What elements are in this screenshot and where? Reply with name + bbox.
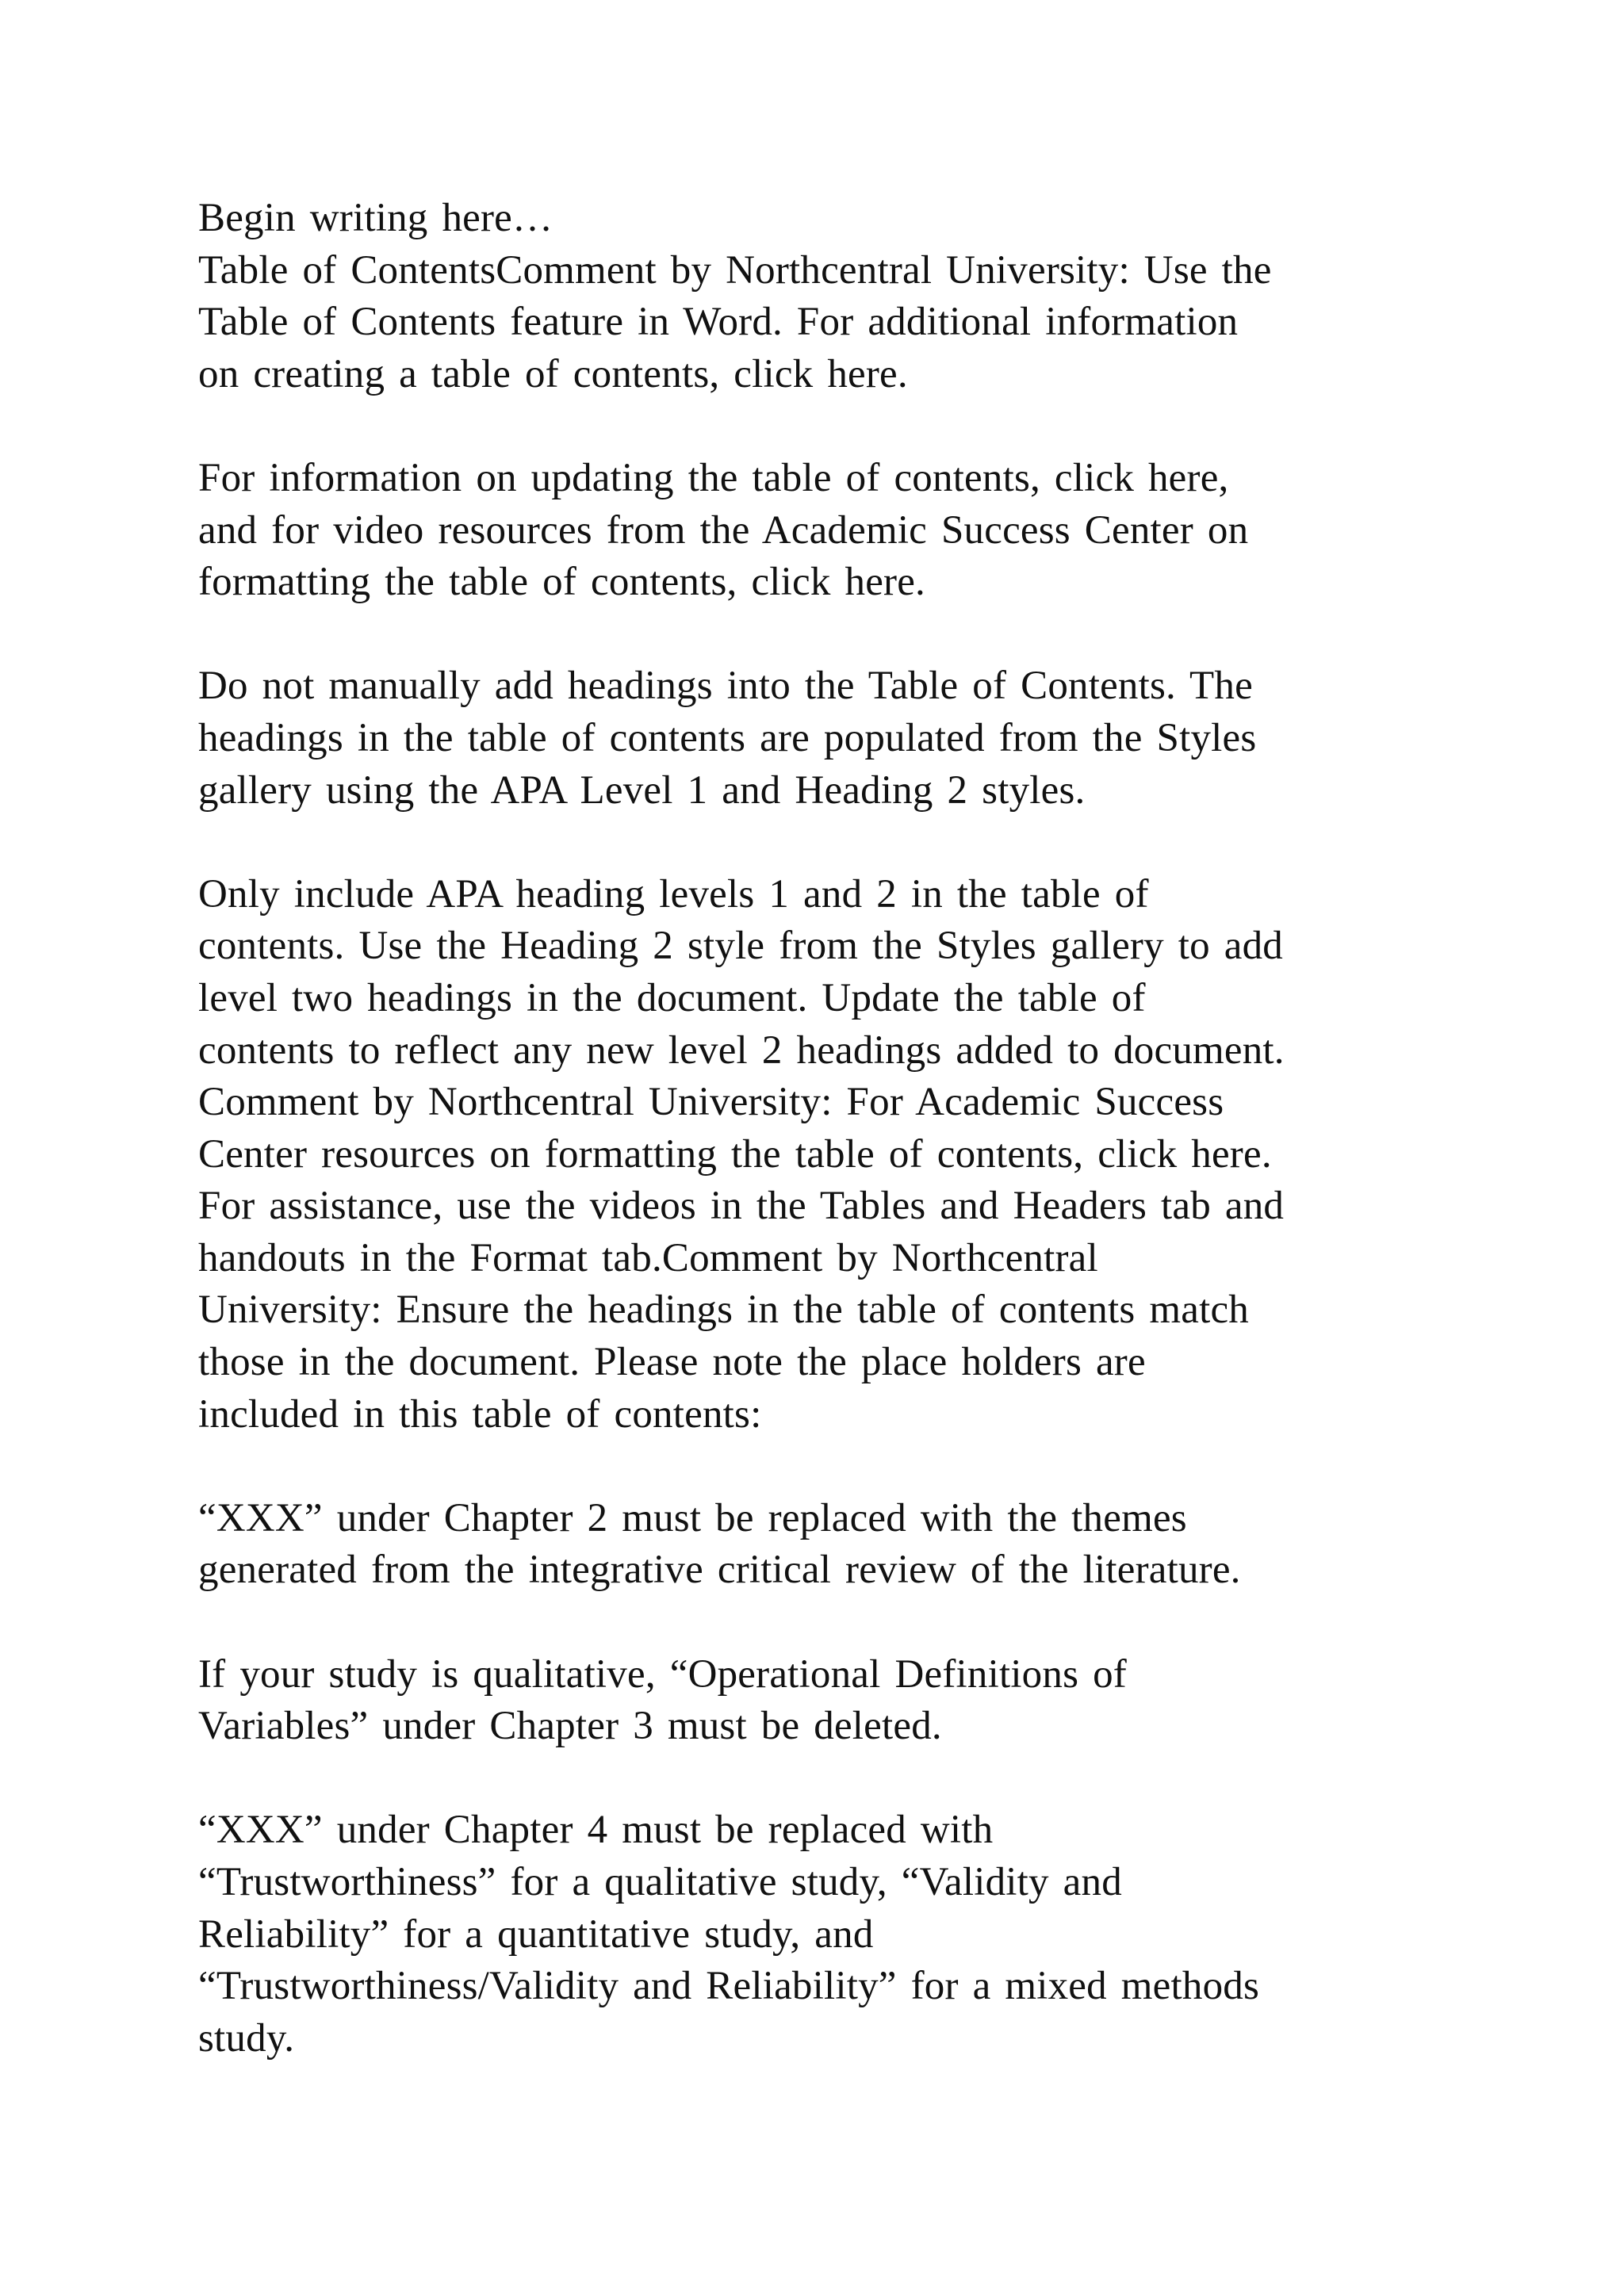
text-line: study. — [198, 2015, 295, 2061]
text-line: included in this table of contents: — [198, 1391, 762, 1437]
paragraph-spacer — [198, 1753, 1435, 1805]
text-line: Comment by Northcentral University: For Academic Success — [198, 1080, 1224, 1125]
paragraph-manual-headings — [198, 660, 1435, 817]
paragraph-spacer — [198, 400, 1435, 453]
text-line: “XXX” under Chapter 4 must be replaced with — [198, 1808, 994, 1853]
paragraph-heading-levels — [198, 869, 1435, 1441]
text-line: Do not manually add headings into the Table of Contents. The — [198, 664, 1253, 709]
paragraph-spacer — [198, 1597, 1435, 1649]
text-line: handouts in the Format tab.Comment by Northcentral — [198, 1235, 1098, 1280]
text-line: Table of ContentsComment by Northcentral University: Use the — [198, 247, 1272, 293]
text-line: Reliability” for a quantitative study, and — [198, 1911, 874, 1957]
text-line: For assistance, use the videos in the Tables and Headers tab and — [198, 1184, 1285, 1229]
text-line: “Trustworthiness/Validity and Reliability” for a mixed methods — [198, 1964, 1260, 2009]
document-body — [198, 193, 1435, 2064]
text-line: headings in the table of contents are populated from the Styles — [198, 715, 1257, 760]
text-line: on creating a table of contents, click here. — [198, 351, 908, 396]
text-line: those in the document. Please note the place holders are — [198, 1340, 1146, 1385]
text-line: and for video resources from the Academic Success Center on — [198, 507, 1249, 553]
text-line: “XXX” under Chapter 2 must be replaced with the themes — [198, 1495, 1187, 1540]
paragraph-chapter-2 — [198, 1493, 1435, 1597]
text-line: Only include APA heading levels 1 and 2 in the table of — [198, 871, 1149, 916]
text-line: Table of Contents feature in Word. For additional information — [198, 300, 1239, 345]
text-line: contents. Use the Heading 2 style from the Styles gallery to add — [198, 924, 1284, 969]
text-line: If your study is qualitative, “Operational Definitions of — [198, 1651, 1127, 1697]
text-line: Variables” under Chapter 3 must be deleted. — [198, 1704, 942, 1749]
paragraph-spacer — [198, 817, 1435, 869]
text-line: “Trustworthiness” for a qualitative study, “Validity and — [198, 1860, 1122, 1904]
text-line: For information on updating the table of contents, click here, — [198, 455, 1229, 500]
text-line: Begin writing here… — [198, 196, 553, 240]
text-line: Center resources on formatting the table of contents, click here. — [198, 1131, 1272, 1177]
paragraph-chapter-3 — [198, 1649, 1435, 1753]
text-line: formatting the table of contents, click here. — [198, 560, 926, 605]
text-line: gallery using the APA Level 1 and Heading 2 styles. — [198, 767, 1086, 813]
text-line: University: Ensure the headings in the table of contents match — [198, 1288, 1249, 1333]
text-line: level two headings in the document. Update the table of — [198, 975, 1146, 1020]
paragraph-updating-toc — [198, 453, 1435, 609]
paragraph-intro — [198, 193, 1435, 400]
paragraph-spacer — [198, 1441, 1435, 1493]
text-line: contents to reflect any new level 2 headings added to document. — [198, 1027, 1285, 1073]
paragraph-spacer — [198, 609, 1435, 661]
paragraph-chapter-4 — [198, 1804, 1435, 2064]
text-line: generated from the integrative critical review of the literature. — [198, 1548, 1241, 1593]
